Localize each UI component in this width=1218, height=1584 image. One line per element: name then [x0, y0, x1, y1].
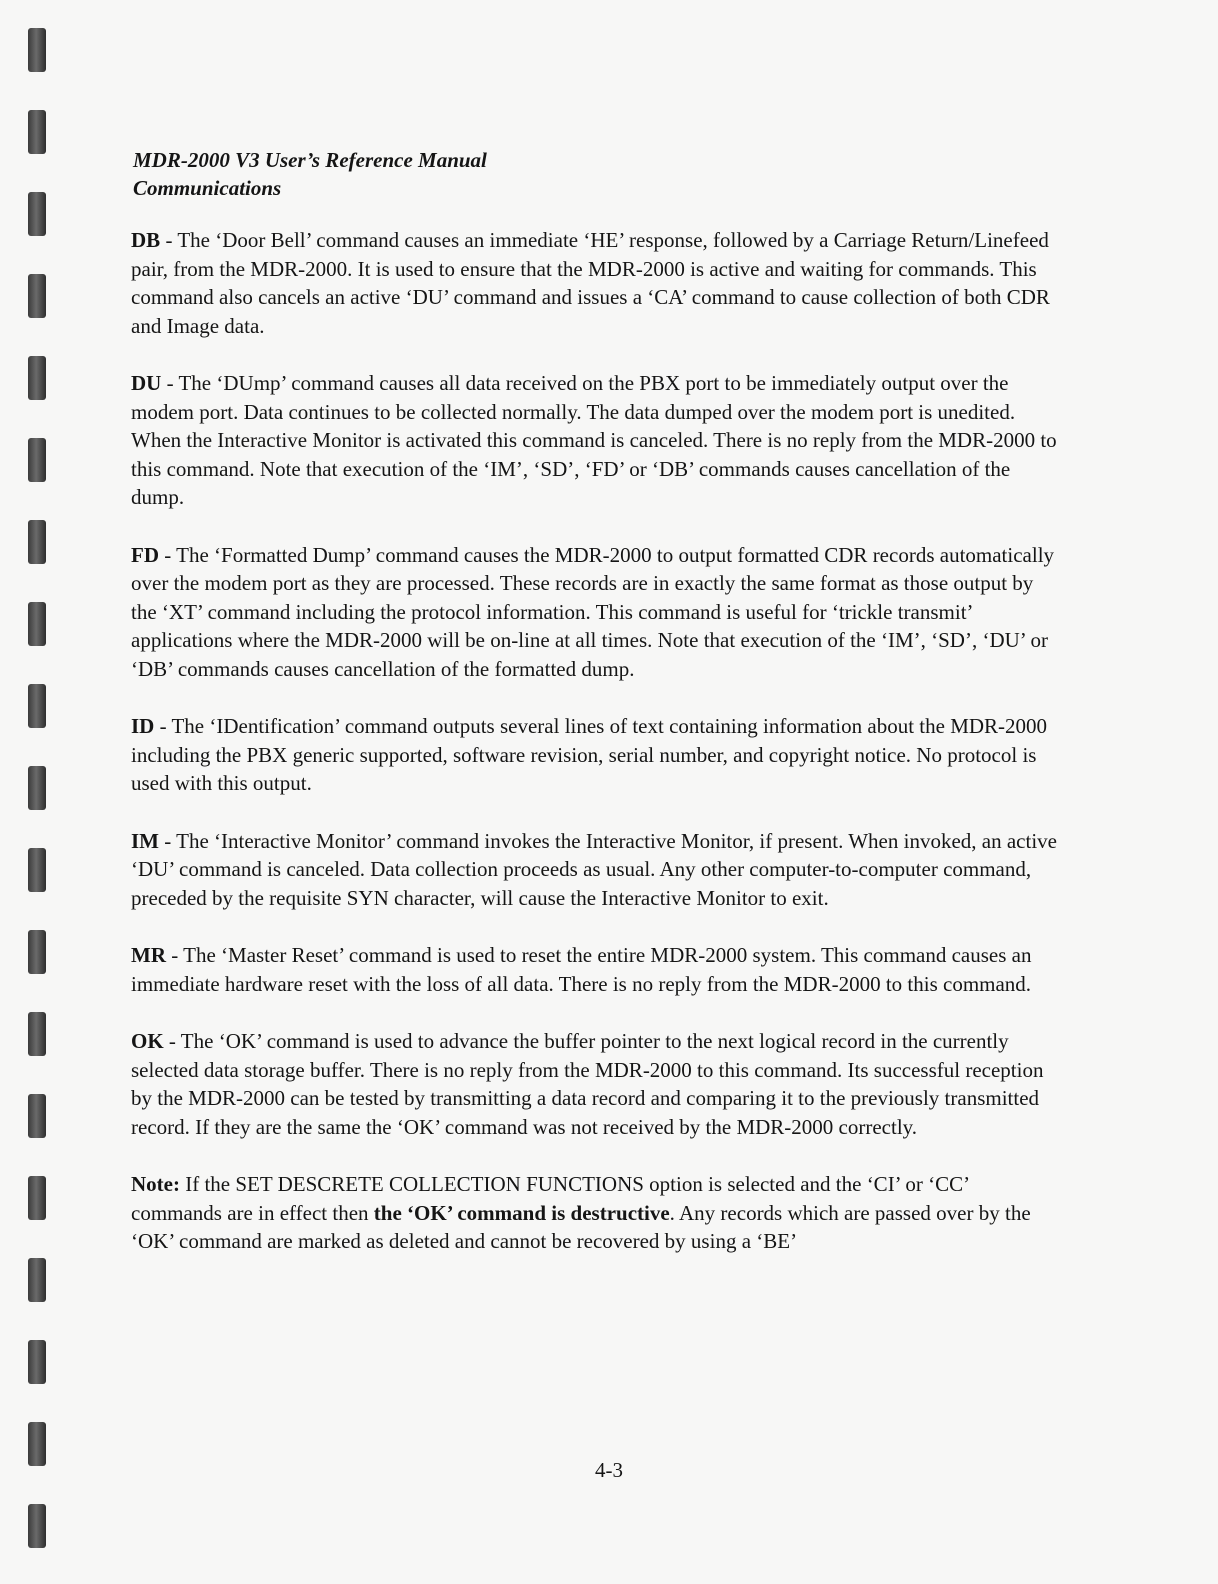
binding-hole: [28, 1258, 46, 1302]
command-description: The ‘Master Reset’ command is used to reset the entire MDR-2000 system. This command causes an immediate hardware reset with the loss of all data. There is no reply from the MDR-2000 to this command.: [131, 943, 1032, 996]
command-description: The ‘DUmp’ command causes all data received on the PBX port to be immediately output over the modem port. Data continues to be collected normally. The data dumped over the modem port is unedited. When the Interactive Monitor is activated this command is canceled. There is no reply from the MDR-2000 to this command. Note that execution of the ‘IM’, ‘SD’, ‘FD’ or ‘DB’ commands causes cancellation of the dump.: [131, 371, 1057, 509]
binding-hole: [28, 766, 46, 810]
command-description: The ‘IDentification’ command outputs several lines of text containing information about the MDR-2000 including the PBX generic supported, software revision, serial number, and copyright notice. No protocol is used with this output.: [131, 714, 1048, 795]
binding-hole: [28, 438, 46, 482]
binding-hole: [28, 274, 46, 318]
binding-hole: [28, 1012, 46, 1056]
command-fd-paragraph: FD - The ‘Formatted Dump’ command causes the MDR-2000 to output formatted CDR records automatically over the modem port as they are processed. These records are in exactly the same format as those output by the ‘XT’ command including the protocol information. This command is useful for ‘trickle transmit’ applications where the MDR-2000 will be on-line at all times. Note that execution of the ‘IM’, ‘SD’, ‘DU’ or ‘DB’ commands causes cancellation of the formatted dump.: [131, 542, 1055, 681]
binding-hole: [28, 848, 46, 892]
binding-hole: [28, 520, 46, 564]
manual-title: MDR-2000 V3 User’s Reference Manual: [133, 148, 487, 172]
command-mr-paragraph: MR - The ‘Master Reset’ command is used to reset the entire MDR-2000 system. This command causes an immediate hardware reset with the loss of all data. There is no reply from the MDR-2000 to this command.: [131, 943, 1032, 996]
binding-hole: [28, 1176, 46, 1220]
page-number: 4-3: [595, 1458, 623, 1482]
command-description: The ‘Interactive Monitor’ command invokes the Interactive Monitor, if present. When invoked, an active ‘DU’ command is canceled. Data collection proceeds as usual. Any other computer-to-computer command, preceded by the requisite SYN character, will cause the Interactive Monitor to exit.: [131, 828, 1057, 910]
binding-hole: [28, 356, 46, 400]
binding-hole: [28, 1340, 46, 1384]
binding-hole: [28, 930, 46, 974]
binding-hole: [28, 1504, 46, 1548]
command-du-paragraph: DU - The ‘DUmp’ command causes all data received on the PBX port to be immediately output over the modem port. Data continues to be collected normally. The data dumped over the modem port is unedited. When the Interactive Monitor is activated this command is canceled. There is no reply from the MDR-2000 to this command. Note that execution of the ‘IM’, ‘SD’, ‘FD’ or ‘DB’ commands causes cancellation of the dump.: [131, 371, 1057, 509]
note-paragraph: Note: If the SET DESCRETE COLLECTION FUNCTIONS option is selected and the ‘CI’ or ‘CC’ commands are in effect then the ‘OK’ command is destructive. Any records which are passed over by the ‘OK’ command are marked as deleted and cannot be recovered by using a ‘BE’: [131, 1172, 1031, 1253]
command-im-paragraph: IM - The ‘Interactive Monitor’ command invokes the Interactive Monitor, if present. When invoked, an active ‘DU’ command is canceled. Data collection proceeds as usual. Any other computer-to-computer command, preceded by the requisite SYN character, will cause the Interactive Monitor to exit.: [131, 828, 1057, 910]
command-term: OK: [131, 1029, 164, 1053]
binding-hole: [28, 192, 46, 236]
note-label: Note:: [131, 1172, 180, 1196]
binding-hole: [28, 602, 46, 646]
command-ok-paragraph: OK - The ‘OK’ command is used to advance the buffer pointer to the next logical record in the currently selected data storage buffer. There is no reply from the MDR-2000 to this command. Its successful reception by the MDR-2000 can be tested by transmitting a data record and comparing it to the previously transmitted record. If they are the same the ‘OK’ command was not received by the MDR-2000 correctly.: [131, 1029, 1044, 1139]
binding-hole: [28, 110, 46, 154]
command-term: MR: [131, 943, 166, 967]
binding-holes: [28, 0, 50, 1584]
command-term: FD: [131, 542, 159, 567]
command-id-paragraph: ID - The ‘IDentification’ command outputs several lines of text containing information about the MDR-2000 including the PBX generic supported, software revision, serial number, and copyright notice. No protocol is used with this output.: [131, 714, 1048, 795]
command-term: ID: [131, 714, 155, 738]
binding-hole: [28, 1094, 46, 1138]
binding-hole: [28, 684, 46, 728]
note-emphasis: the ‘OK’ command is destructive: [373, 1200, 670, 1225]
command-description: The ‘Formatted Dump’ command causes the MDR-2000 to output formatted CDR records automatically over the modem port as they are processed. These records are in exactly the same format as those output by the ‘XT’ command including the protocol information. This command is useful for ‘trickle transmit’ applications where the MDR-2000 will be on-line at all times. Note that execution of the ‘IM’, ‘SD’, ‘DU’ or ‘DB’ commands causes cancellation of the formatted dump.: [131, 542, 1055, 681]
binding-hole: [28, 28, 46, 72]
command-term: DB: [131, 228, 161, 252]
command-description: The ‘OK’ command is used to advance the buffer pointer to the next logical record in the currently selected data storage buffer. There is no reply from the MDR-2000 to this command. Its successful reception by the MDR-2000 can be tested by transmitting a data record and comparing it to the previously transmitted record. If they are the same the ‘OK’ command was not received by the MDR-2000 correctly.: [131, 1029, 1044, 1139]
page-header: [133, 146, 487, 202]
command-db-paragraph: DB - The ‘Door Bell’ command causes an immediate ‘HE’ response, followed by a Carriage Return/Linefeed pair, from the MDR-2000. It is used to ensure that the MDR-2000 is active and waiting for commands. This command also cancels an active ‘DU’ command and issues a ‘CA’ command to cause collection of both CDR and Image data.: [131, 228, 1050, 338]
page-content: [131, 226, 1061, 1285]
section-title: Communications: [133, 176, 282, 200]
command-term: DU: [131, 371, 162, 395]
command-description: The ‘Door Bell’ command causes an immediate ‘HE’ response, followed by a Carriage Return/Linefeed pair, from the MDR-2000. It is used to ensure that the MDR-2000 is active and waiting for commands. This command also cancels an active ‘DU’ command and issues a ‘CA’ command to cause collection of both CDR and Image data.: [131, 228, 1050, 338]
command-term: IM: [131, 828, 159, 853]
